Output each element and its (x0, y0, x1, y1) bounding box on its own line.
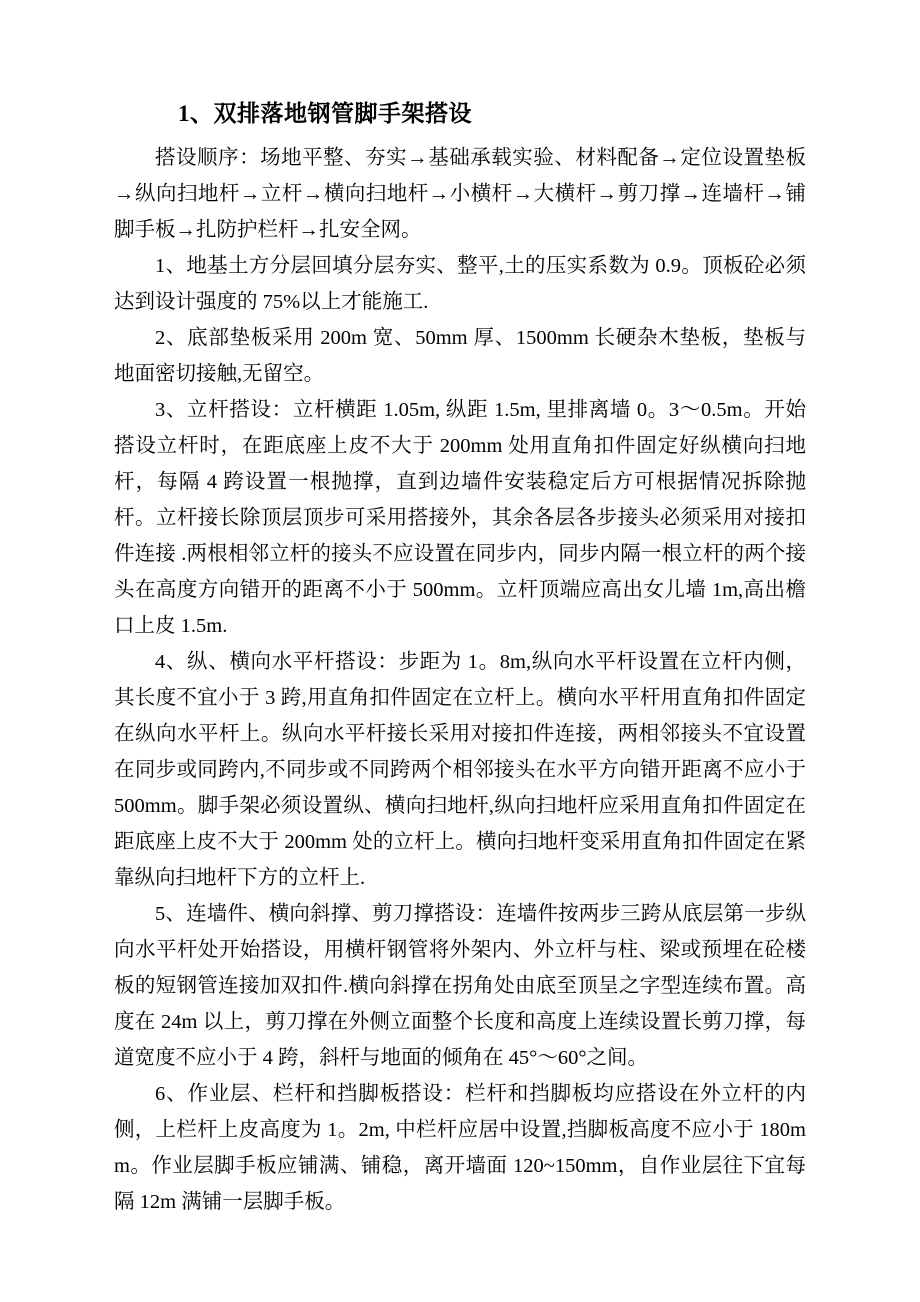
paragraph-setup-sequence: 搭设顺序：场地平整、夯实→基础承载实验、材料配备→定位设置垫板→纵向扫地杆→立杆→横向扫地杆→小横杆→大横杆→剪刀撑→连墙杆→铺脚手板→扎防护栏杆→扎安全网。 (114, 147, 806, 241)
paragraph-item-6-work-layer-guardrails: 6、作业层、栏杆和挡脚板搭设：栏杆和挡脚板均应搭设在外立杆的内侧，上栏杆上皮高度为 1。2m, 中栏杆应居中设置,挡脚板高度不应小于 180mm。作业层脚手板应铺满、铺稳，离开墙面 120~150mm，自作业层往下宜每隔 12m 满铺一层脚手板。 (114, 1083, 806, 1213)
paragraph-item-4-horizontal-bars: 4、纵、横向水平杆搭设：步距为 1。8m,纵向水平杆设置在立杆内侧，其长度不宜小于 3 跨,用直角扣件固定在立杆上。横向水平杆用直角扣件固定在纵向水平杆上。纵向水平杆接长采用对接扣件连接，两相邻接头不宜设置在同步或同跨内,不同步或不同跨两个相邻接头在水平方向错开距离不应小于 500mm。脚手架必须设置纵、横向扫地杆,纵向扫地杆应采用直角扣件固定在距底座上皮不大于 200mm 处的立杆上。横向扫地杆变采用直角扣件固定在紧靠纵向扫地杆下方的立杆上. (114, 651, 806, 889)
document-title: 1、双排落地钢管脚手架搭设 (178, 101, 472, 126)
paragraph-item-1-foundation: 1、地基土方分层回填分层夯实、整平,土的压实系数为 0.9。顶板砼必须达到设计强度的 75%以上才能施工. (114, 255, 806, 313)
paragraph-item-2-base-plate: 2、底部垫板采用 200m 宽、50mm 厚、1500mm 长硬杂木垫板，垫板与地面密切接触,无留空。 (114, 327, 806, 385)
paragraph-item-5-wall-ties-braces: 5、连墙件、横向斜撑、剪刀撑搭设：连墙件按两步三跨从底层第一步纵向水平杆处开始搭设，用横杆钢管将外架内、外立杆与柱、梁或预埋在砼楼板的短钢管连接加双扣件.横向斜撑在拐角处由底至顶呈之字型连续布置。高度在 24m 以上，剪刀撑在外侧立面整个长度和高度上连续设置长剪刀撑，每道宽度不应小于 4 跨，斜杆与地面的倾角在 45°～60°之间。 (114, 903, 806, 1069)
paragraph-item-3-vertical-poles: 3、立杆搭设：立杆横距 1.05m, 纵距 1.5m, 里排离墙 0。3～0.5m。开始搭设立杆时，在距底座上皮不大于 200mm 处用直角扣件固定好纵横向扫地杆，每隔 4 跨设置一根抛撑，直到边墙件安装稳定后方可根据情况拆除抛杆。立杆接长除顶层顶步可采用搭接外，其余各层各步接头必须采用对接扣件连接 .两根相邻立杆的接头不应设置在同步内，同步内隔一根立杆的两个接头在高度方向错开的距离不小于 500mm。立杆顶端应高出女儿墙 1m,高出檐口上皮 1.5m. (114, 399, 806, 637)
